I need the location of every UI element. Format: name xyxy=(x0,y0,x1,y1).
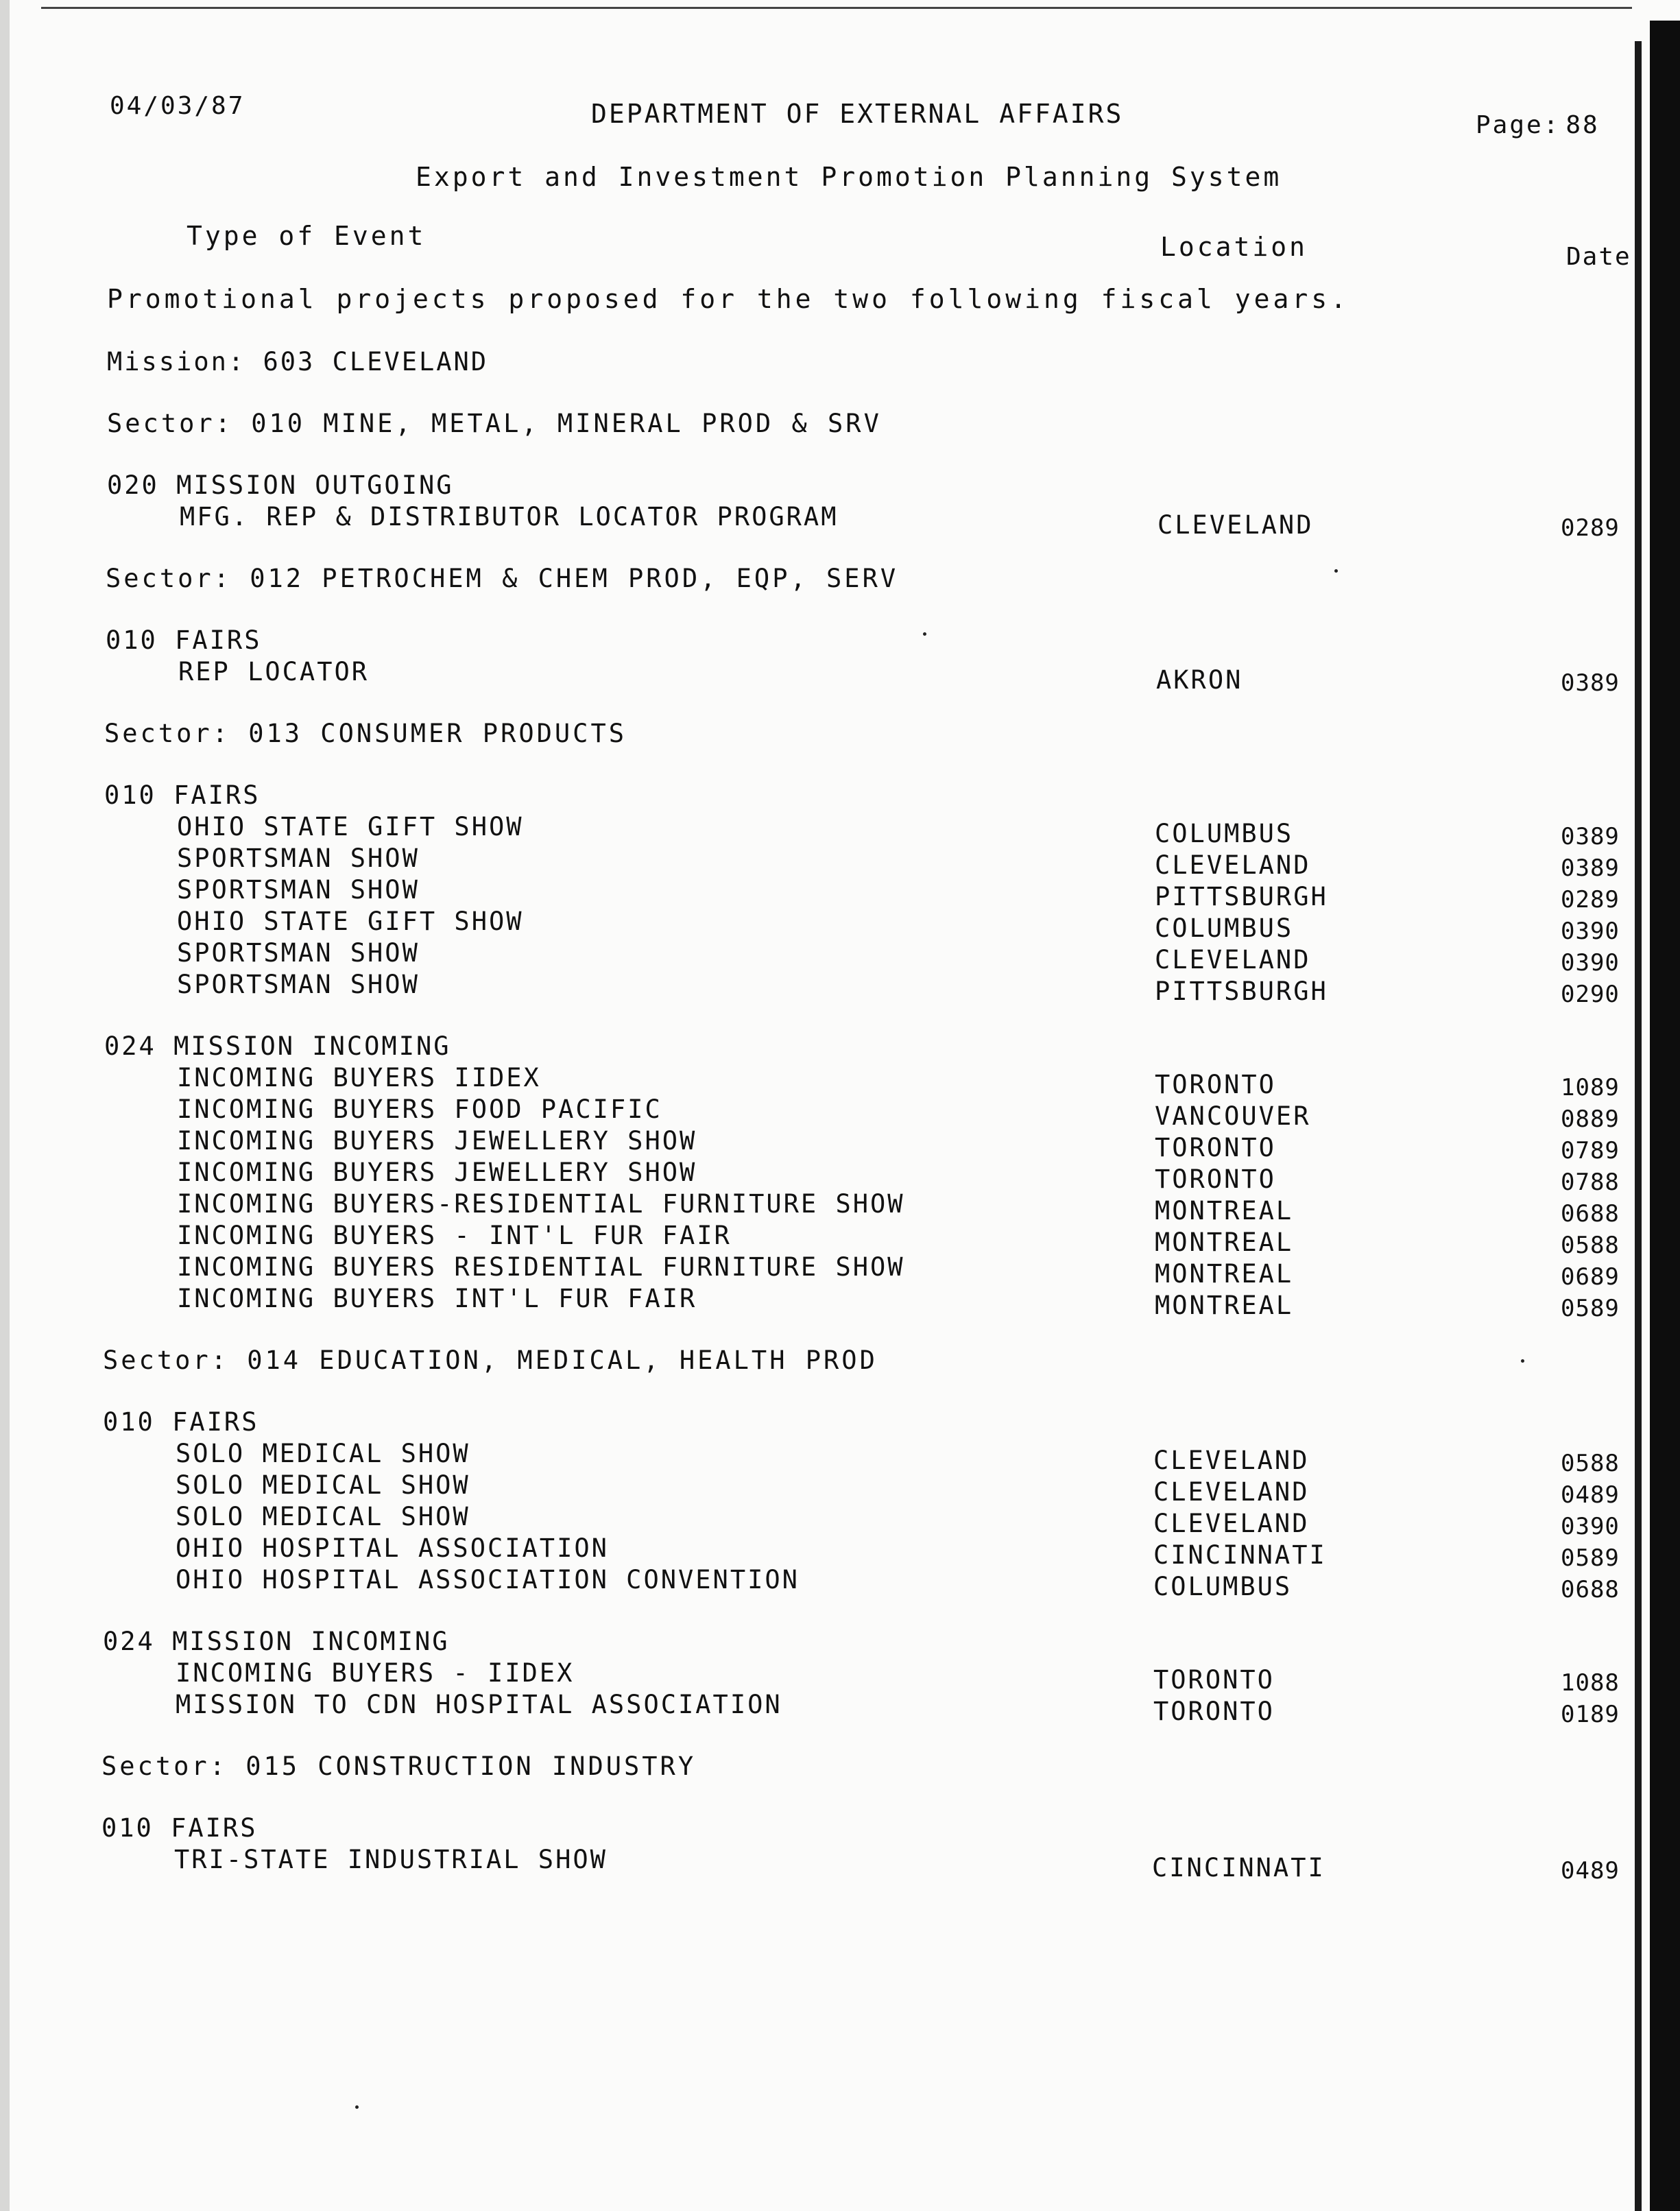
event-date: 0688 xyxy=(1561,1200,1620,1228)
event-type-heading: 020 MISSION OUTGOING xyxy=(107,470,454,500)
event-date: 0390 xyxy=(1561,949,1620,977)
event-date: 0788 xyxy=(1561,1169,1620,1196)
department-title: DEPARTMENT OF EXTERNAL AFFAIRS xyxy=(591,99,1124,129)
event-name: OHIO HOSPITAL ASSOCIATION xyxy=(176,1533,609,1563)
page-label: Page: xyxy=(1476,111,1561,139)
event-location: PITTSBURGH xyxy=(1155,977,1328,1006)
event-name: INCOMING BUYERS IIDEX xyxy=(177,1063,541,1092)
event-name: SPORTSMAN SHOW xyxy=(177,875,420,905)
sector-label: Sector: 015 CONSTRUCTION INDUSTRY xyxy=(101,1752,697,1781)
event-location: MONTREAL xyxy=(1155,1196,1294,1226)
event-date: 0390 xyxy=(1561,918,1620,945)
event-location: TORONTO xyxy=(1153,1697,1275,1726)
event-location: COLUMBUS xyxy=(1155,913,1294,943)
sector-label: Sector: 014 EDUCATION, MEDICAL, HEALTH PROD xyxy=(103,1346,878,1375)
event-name: INCOMING BUYERS-RESIDENTIAL FURNITURE SHOW xyxy=(177,1189,905,1219)
report-date: 04/03/87 xyxy=(110,92,245,120)
event-date: 0589 xyxy=(1561,1544,1620,1572)
event-date: 1089 xyxy=(1561,1074,1620,1101)
event-date: 0489 xyxy=(1561,1481,1620,1509)
event-location: VANCOUVER xyxy=(1155,1101,1311,1131)
event-name: INCOMING BUYERS JEWELLERY SHOW xyxy=(177,1158,697,1187)
event-name: SPORTSMAN SHOW xyxy=(177,970,420,999)
event-date: 0290 xyxy=(1561,981,1620,1008)
event-date: 0489 xyxy=(1561,1857,1620,1885)
event-name: INCOMING BUYERS - INT'L FUR FAIR xyxy=(177,1221,732,1250)
event-name: MISSION TO CDN HOSPITAL ASSOCIATION xyxy=(176,1690,782,1719)
event-location: CINCINNATI xyxy=(1153,1540,1327,1570)
event-location: TORONTO xyxy=(1155,1164,1276,1194)
event-date: 0589 xyxy=(1561,1295,1620,1322)
sector-label: Sector: 010 MINE, METAL, MINERAL PROD & SRV xyxy=(107,409,882,438)
event-date: 0289 xyxy=(1561,514,1620,542)
event-location: AKRON xyxy=(1156,665,1243,695)
event-name: SOLO MEDICAL SHOW xyxy=(176,1470,470,1500)
system-subtitle: Export and Investment Promotion Planning System xyxy=(416,162,1282,192)
page-number: 88 xyxy=(1565,111,1600,139)
event-location: CLEVELAND xyxy=(1153,1477,1310,1507)
event-location: TORONTO xyxy=(1153,1665,1275,1695)
event-type-heading: 024 MISSION INCOMING xyxy=(104,1031,451,1061)
event-location: CLEVELAND xyxy=(1155,945,1311,975)
mission-label: Mission: 603 CLEVELAND xyxy=(107,347,489,377)
event-date: 0789 xyxy=(1561,1137,1620,1164)
event-name: OHIO STATE GIFT SHOW xyxy=(177,812,524,841)
event-name: INCOMING BUYERS - IIDEX xyxy=(176,1658,575,1688)
event-date: 0389 xyxy=(1561,854,1620,882)
event-date: 0389 xyxy=(1561,823,1620,850)
event-location: TORONTO xyxy=(1155,1133,1276,1162)
event-date: 0689 xyxy=(1561,1263,1620,1291)
event-location: COLUMBUS xyxy=(1155,819,1294,848)
event-date: 0588 xyxy=(1561,1450,1620,1477)
event-date: 0688 xyxy=(1561,1576,1620,1603)
event-location: COLUMBUS xyxy=(1153,1572,1293,1601)
column-header-type: Type of Event xyxy=(187,221,427,251)
event-type-heading: 010 FAIRS xyxy=(104,780,261,810)
column-header-location: Location xyxy=(1160,232,1308,262)
event-type-heading: 010 FAIRS xyxy=(106,625,262,655)
column-header-date: Date xyxy=(1566,243,1631,271)
sector-label: Sector: 012 PETROCHEM & CHEM PROD, EQP, SERV xyxy=(106,564,899,593)
event-location: PITTSBURGH xyxy=(1155,882,1328,911)
event-location: TORONTO xyxy=(1155,1070,1276,1099)
event-name: REP LOCATOR xyxy=(178,657,370,686)
event-location: MONTREAL xyxy=(1155,1291,1294,1320)
event-date: 0389 xyxy=(1561,669,1620,697)
intro-text: Promotional projects proposed for the two following fiscal years. xyxy=(107,284,1350,314)
event-date: 0289 xyxy=(1561,886,1620,913)
event-location: CLEVELAND xyxy=(1153,1446,1310,1475)
event-location: CLEVELAND xyxy=(1157,510,1314,540)
event-name: SOLO MEDICAL SHOW xyxy=(176,1439,470,1468)
event-location: CINCINNATI xyxy=(1152,1853,1325,1883)
event-date: 0588 xyxy=(1561,1232,1620,1259)
event-location: MONTREAL xyxy=(1155,1228,1294,1257)
event-name: MFG. REP & DISTRIBUTOR LOCATOR PROGRAM xyxy=(180,502,839,531)
event-type-heading: 010 FAIRS xyxy=(103,1407,259,1437)
event-location: MONTREAL xyxy=(1155,1259,1294,1289)
event-location: CLEVELAND xyxy=(1153,1509,1310,1538)
event-name: SPORTSMAN SHOW xyxy=(177,938,420,968)
event-name: TRI-STATE INDUSTRIAL SHOW xyxy=(174,1845,608,1874)
event-name: INCOMING BUYERS JEWELLERY SHOW xyxy=(177,1126,697,1156)
event-date: 1088 xyxy=(1561,1669,1620,1697)
event-date: 0889 xyxy=(1561,1106,1620,1133)
event-name: INCOMING BUYERS FOOD PACIFIC xyxy=(177,1095,662,1124)
event-name: SPORTSMAN SHOW xyxy=(177,844,420,873)
event-type-heading: 010 FAIRS xyxy=(101,1813,258,1843)
event-name: OHIO STATE GIFT SHOW xyxy=(177,907,524,936)
event-name: OHIO HOSPITAL ASSOCIATION CONVENTION xyxy=(176,1565,800,1594)
event-date: 0189 xyxy=(1561,1701,1620,1728)
event-name: INCOMING BUYERS RESIDENTIAL FURNITURE SHOW xyxy=(177,1252,905,1282)
event-location: CLEVELAND xyxy=(1155,850,1311,880)
sector-label: Sector: 013 CONSUMER PRODUCTS xyxy=(104,719,627,748)
event-type-heading: 024 MISSION INCOMING xyxy=(103,1627,450,1656)
event-name: INCOMING BUYERS INT'L FUR FAIR xyxy=(177,1284,697,1313)
event-name: SOLO MEDICAL SHOW xyxy=(176,1502,470,1531)
event-date: 0390 xyxy=(1561,1513,1620,1540)
